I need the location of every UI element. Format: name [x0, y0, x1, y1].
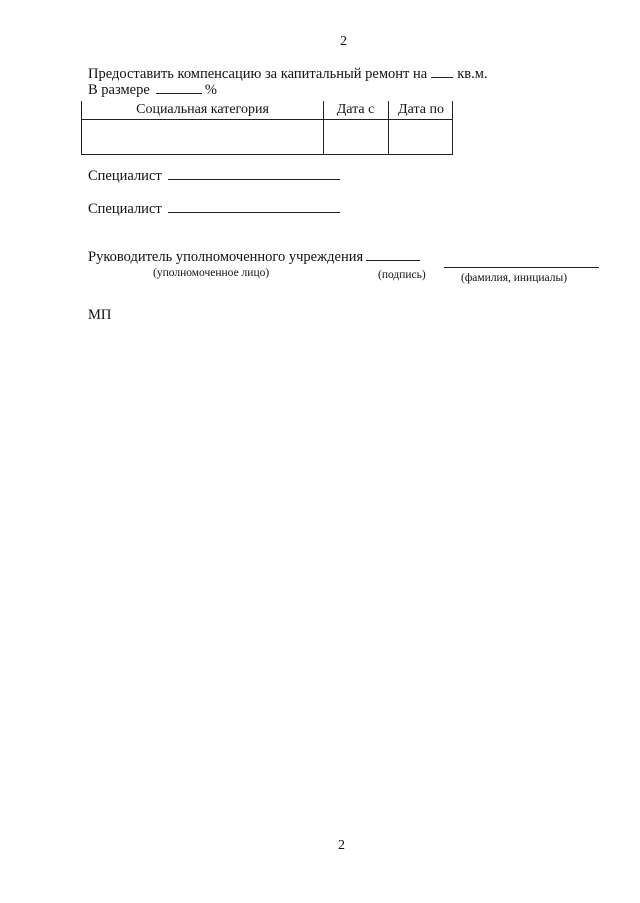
caption-signature: (подпись)	[378, 269, 426, 281]
header-divider	[82, 119, 452, 120]
column-divider-1	[323, 101, 324, 154]
header-date-from: Дата с	[336, 102, 375, 117]
head-row	[88, 249, 420, 266]
area-blank	[431, 76, 453, 78]
compensation-text: Предоставить компенсацию за капитальный ремонт на	[88, 66, 428, 82]
amount-label: В размере	[88, 82, 150, 98]
caption-full-name: (фамилия, инициалы)	[461, 272, 568, 284]
specialist-label-1: Специалист	[88, 168, 162, 184]
specialist-label-2: Специалист	[88, 201, 162, 217]
head-signature-line	[366, 259, 420, 261]
compensation-line	[88, 66, 488, 83]
specialist-row-2	[88, 201, 340, 218]
page-number-bottom: 2	[338, 838, 345, 853]
percent-sign: %	[204, 82, 217, 98]
head-name-line	[444, 266, 599, 268]
header-date-to: Дата по	[398, 102, 444, 117]
page-number-top: 2	[340, 34, 347, 49]
specialist-row-1	[88, 168, 340, 185]
specialist-signature-line-1	[168, 178, 340, 180]
specialist-signature-line-2	[168, 211, 340, 213]
area-unit: кв.м.	[457, 66, 488, 82]
stamp-label: МП	[88, 307, 112, 323]
amount-line	[88, 82, 217, 99]
caption-authorized-person: (уполномоченное лицо)	[153, 267, 270, 279]
category-table	[81, 101, 453, 155]
head-label: Руководитель уполномоченного учреждения	[88, 249, 364, 265]
column-divider-2	[388, 101, 389, 154]
percent-blank	[156, 92, 202, 94]
header-social-category: Социальная категория	[136, 102, 269, 117]
